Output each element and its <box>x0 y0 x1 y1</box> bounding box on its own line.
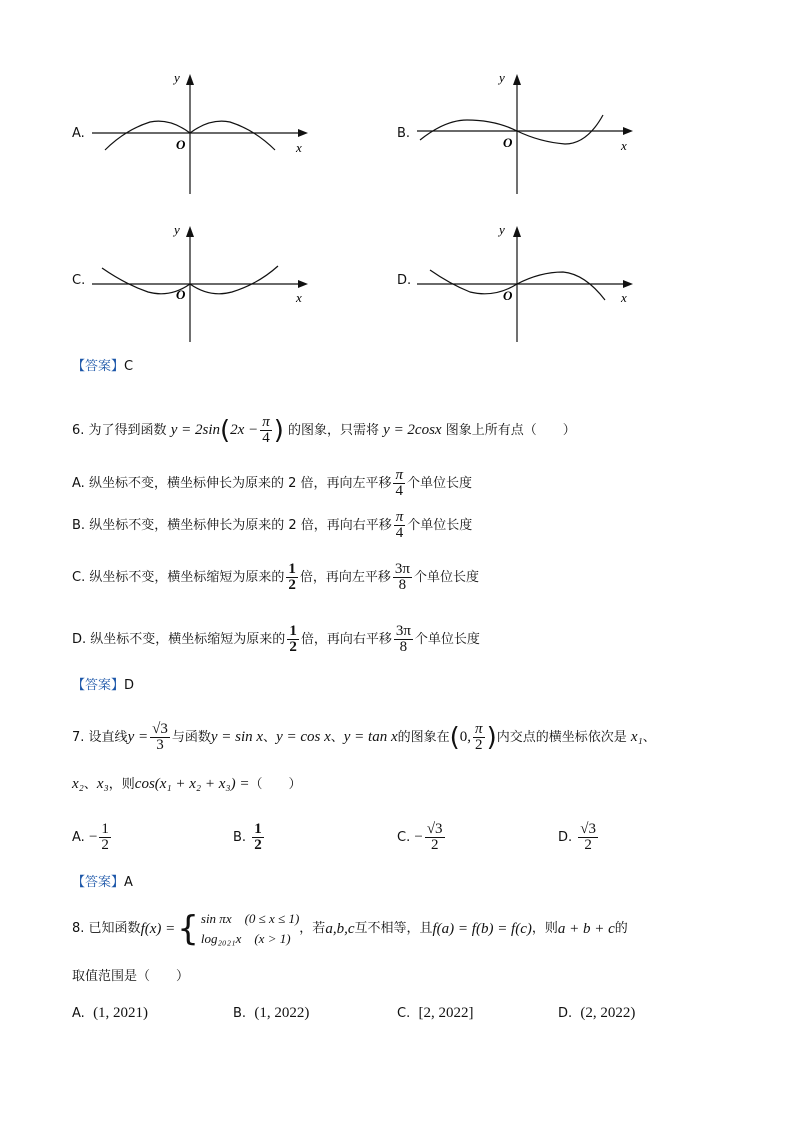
inner-expr: 2x − <box>230 422 259 438</box>
stem-text: 图象上所有点（ ） <box>445 423 576 438</box>
option-label: B. <box>233 1006 247 1021</box>
option-label: A. <box>72 1006 85 1021</box>
fraction: $\frac{\pi}{4}$ <box>395 509 404 541</box>
q6-option-c[interactable] <box>72 562 479 593</box>
origin-label: O <box>503 135 513 150</box>
x1: x₁ <box>630 729 643 745</box>
option-label: D. <box>72 632 87 647</box>
stem-text: 已知函数 <box>88 921 141 936</box>
answer-tag: 【答案】 <box>72 678 125 693</box>
fraction: $\frac{√3}{3}$ <box>152 721 168 753</box>
question-number: 7. <box>72 730 85 745</box>
answer-value: C <box>124 359 134 374</box>
x-axis-arrow <box>298 280 308 288</box>
interval-start: 0, <box>459 729 472 745</box>
option-label: A. <box>72 476 85 491</box>
option-label: B. <box>233 830 247 845</box>
stem-text: ，则 <box>531 921 558 936</box>
answer-value: A <box>124 875 133 890</box>
x-label: x <box>621 138 627 153</box>
y-label: y <box>174 70 180 85</box>
option-text: 纵坐标不变，横坐标缩短为原来的 <box>90 632 286 647</box>
origin-label: O <box>503 288 513 303</box>
func-tan: y = tan x <box>343 729 398 745</box>
answer-value: D <box>124 678 135 693</box>
fraction: $\frac{1}{2}$ <box>101 821 109 853</box>
graph-b-label: B. <box>397 126 411 141</box>
line-eq: y = <box>127 729 149 745</box>
graph-d <box>415 222 645 346</box>
q7-option-a[interactable]: A. − $\frac{1}{2}$ <box>72 821 109 853</box>
q5-answer <box>72 358 133 376</box>
stem-text: 为了得到函数 <box>88 423 167 438</box>
option-label: C. <box>397 830 411 845</box>
func-sin: y = sin x <box>210 729 264 745</box>
option-text: 个单位长度 <box>413 570 479 585</box>
x-label: x <box>296 140 302 155</box>
option-text: 纵坐标不变，横坐标伸长为原来的 2 倍，再向右平移 <box>89 518 392 533</box>
option-label: B. <box>72 518 86 533</box>
option-text: 个单位长度 <box>407 518 473 533</box>
option-text: 个单位长度 <box>407 476 473 491</box>
y-label: y <box>174 222 180 237</box>
source-func: y = 2cosx <box>383 422 442 438</box>
q8-option-b[interactable] <box>233 1004 309 1023</box>
y-axis-arrow <box>186 226 194 237</box>
fraction: $\frac{√3}{2}$ <box>426 821 443 853</box>
answer-paren: （ ） <box>249 777 302 792</box>
q7-option-c[interactable]: C. − $\frac{√3}{2}$ <box>397 821 443 853</box>
piecewise: sin πx (0 ≤ x ≤ 1) log₂₀₂₁x (x > 1) <box>200 911 300 946</box>
stem-text: 内交点的横坐标依次是 <box>496 730 627 745</box>
q7-stem-line2: x₂、x₃，则cos(x₁ + x₂ + x₃) =（ ） <box>72 776 302 792</box>
origin-label: O <box>176 137 186 152</box>
question-number: 6. <box>72 423 85 438</box>
y-axis-arrow <box>513 74 521 85</box>
stem-text: ，若 <box>299 921 326 936</box>
option-text: 纵坐标不变，横坐标缩短为原来的 <box>89 570 285 585</box>
x3: x₃ <box>96 776 109 792</box>
brace: { <box>177 909 199 949</box>
q7-option-b[interactable] <box>233 822 266 853</box>
q6-option-a[interactable] <box>72 468 472 499</box>
q7-option-d[interactable] <box>558 822 600 853</box>
graph-b <box>415 70 645 200</box>
fraction: $\frac{3\pi}{8}$ <box>394 561 410 593</box>
fraction: $\frac{3\pi}{8}$ <box>395 623 411 655</box>
stem-text: 设直线 <box>88 730 128 745</box>
q6-option-d[interactable] <box>72 624 480 655</box>
graph-c <box>90 222 320 346</box>
option-label: C. <box>72 570 86 585</box>
target-func: y = 2sin <box>170 422 220 438</box>
question-number: 8. <box>72 921 85 936</box>
q7-stem: 7. 设直线y = $\frac{√3}{3}$ 与函数y = sin x、y = cos x、y = tan x的图象在(0, $\frac{\pi}{2}$ )内交点的横坐标依次是 x₁、 <box>72 721 656 753</box>
option-value: (2, 2022) <box>580 1005 636 1021</box>
fx: f(x) = <box>140 921 176 937</box>
y-label: y <box>499 70 505 85</box>
x2: x₂ <box>72 776 84 792</box>
q8-option-d[interactable] <box>558 1004 635 1023</box>
x-axis-arrow <box>623 127 633 135</box>
y-axis-arrow <box>513 226 521 237</box>
q6-option-b[interactable] <box>72 510 472 541</box>
stem-text: 与函数 <box>171 730 211 745</box>
graph-c-label: C. <box>72 273 86 288</box>
q8-option-c[interactable] <box>397 1004 473 1023</box>
x-label: x <box>296 290 302 305</box>
graph-a-label: A. <box>72 126 85 141</box>
stem-text: 的图象在 <box>397 730 450 745</box>
option-label: D. <box>558 1006 573 1021</box>
paren-close: ) <box>273 415 284 446</box>
stem-text: 的 <box>614 921 628 936</box>
fraction-half: $\frac{1}{2}$ <box>289 623 297 655</box>
graph-d-label: D. <box>397 273 412 288</box>
option-label: D. <box>558 830 573 845</box>
fraction-half: $\frac{1}{2}$ <box>288 561 296 593</box>
q8-stem: 8. 已知函数 f(x) = { sin πx (0 ≤ x ≤ 1) log₂₀₂₁x (x > 1) ，若 a,b,c 互不相等，且 f(a) = f(b) = f(c) ，则 a + b + c 的 <box>72 909 628 949</box>
q7-answer <box>72 874 133 892</box>
fraction: $\frac{1}{2}$ <box>254 821 262 853</box>
q6-answer <box>72 677 134 695</box>
fraction: $\frac{\pi}{2}$ <box>475 721 483 753</box>
q8-stem-line2: 取值范围是（ ） <box>72 969 190 984</box>
stem-text: 的图象，只需将 <box>288 423 380 438</box>
q8-option-a[interactable] <box>72 1004 148 1023</box>
option-text: 个单位长度 <box>414 632 480 647</box>
x-label: x <box>621 290 627 305</box>
y-axis-arrow <box>186 74 194 85</box>
q6-stem <box>72 415 576 446</box>
option-value: [2, 2022] <box>418 1005 474 1021</box>
paren-open: ( <box>220 415 231 446</box>
graph-a <box>90 70 320 200</box>
option-value: (1, 2021) <box>93 1005 149 1021</box>
answer-tag: 【答案】 <box>72 875 125 890</box>
option-text: 纵坐标不变，横坐标伸长为原来的 2 倍，再向左平移 <box>88 476 392 491</box>
option-text: 倍，再向右平移 <box>300 632 392 647</box>
origin-label: O <box>176 287 186 302</box>
x-axis-arrow <box>623 280 633 288</box>
option-label: C. <box>397 1006 411 1021</box>
fraction: $\frac{\pi}{4}$ <box>395 467 403 499</box>
fraction: $\frac{√3}{2}$ <box>580 821 597 853</box>
option-value: (1, 2022) <box>254 1005 310 1021</box>
func-cos: y = cos x <box>276 729 331 745</box>
stem-text: 互不相等，且 <box>354 921 433 936</box>
option-label: A. <box>72 830 85 845</box>
fraction: $\frac{\pi}{4}$ <box>262 414 270 446</box>
answer-tag: 【答案】 <box>72 359 125 374</box>
y-label: y <box>499 222 505 237</box>
cos-expr: cos(x₁ + x₂ + x₃) = <box>134 776 250 792</box>
option-text: 倍，再向左平移 <box>299 570 391 585</box>
x-axis-arrow <box>298 129 308 137</box>
